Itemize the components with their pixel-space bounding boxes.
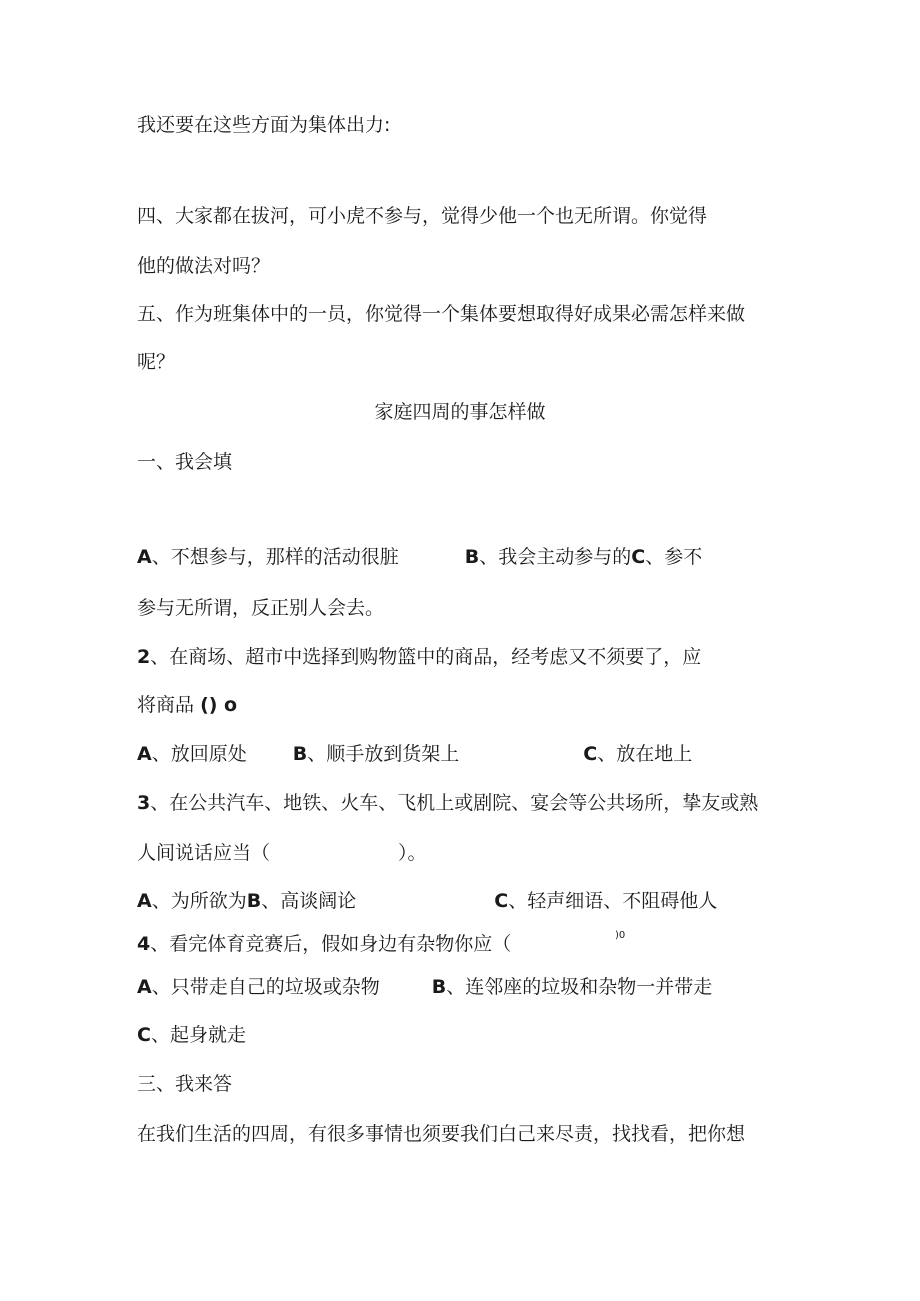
question-4-cont: 他的做法对吗？ — [137, 255, 271, 277]
question-text: ）。 — [398, 842, 427, 864]
q4-options — [137, 975, 712, 999]
question-3 — [137, 791, 758, 815]
option-letter: A — [137, 743, 152, 765]
option-text: 、起身就走 — [150, 1024, 246, 1046]
question-4-fill — [137, 932, 511, 956]
option-letter: B — [246, 890, 262, 912]
option-text: 、高谈阔论 — [261, 890, 357, 912]
q4-option-c — [137, 1023, 246, 1047]
question-text: 、在公共汽车、地铁、火车、飞机上或剧院、宴会等公共场所，挚友或熟 — [150, 792, 759, 814]
option-letter: B — [292, 743, 308, 765]
question-3-cont — [137, 841, 427, 865]
question-5: 五、作为班集体中的一员，你觉得一个集体要想取得好成果必需怎样来做 — [137, 303, 746, 325]
question-number: 4 — [137, 933, 151, 955]
question-text: 、在商场、超市中选择到购物篮中的商品，经考虑又不须要了，应 — [150, 646, 702, 668]
option-letter: B — [431, 976, 447, 998]
option-letter: C — [583, 743, 598, 765]
option-text: 、不想参与，那样的活动很脏 — [151, 546, 399, 568]
text-line: 在我们生活的四周，有很多事情也须要我们白己来尽责，找找看，把你想 — [137, 1123, 746, 1145]
option-letter: A — [137, 890, 152, 912]
option-letter: B — [464, 546, 480, 568]
option-text: 、放回原处 — [151, 743, 247, 765]
option-text: 、连邻座的垃圾和杂物一并带走 — [446, 976, 713, 998]
answer-blank: () o — [200, 694, 238, 716]
option-text: 、参不 — [645, 546, 703, 568]
option-text: 、只带走自己的垃圾或杂物 — [151, 976, 380, 998]
option-letter: C — [137, 1024, 151, 1046]
text-line: 我还要在这些方面为集体出力: — [137, 114, 391, 136]
section-title: 家庭四周的事怎样做 — [374, 401, 546, 423]
question-5-cont: 呢？ — [137, 351, 176, 373]
q3-options — [137, 889, 717, 913]
question-2 — [137, 645, 701, 669]
option-letter: A — [137, 976, 152, 998]
option-text: 、轻声细语、不阻碍他人 — [508, 890, 718, 912]
q2-options — [137, 742, 692, 766]
question-4: 四、大家都在拔河，可小虎不参与，觉得少他一个也无所谓。你觉得 — [137, 205, 708, 227]
stray-mark: )0 — [615, 930, 626, 941]
option-letter: C — [494, 890, 509, 912]
question-number: 3 — [137, 792, 151, 814]
option-text: 、为所欲为 — [151, 890, 247, 912]
question-2-cont — [137, 693, 237, 717]
option-letter: C — [631, 546, 646, 568]
section-heading-fill: 一、我会填 — [137, 451, 233, 473]
q1-options-cont: 参与无所谓，反正别人会去。 — [137, 597, 385, 619]
option-text: 、放在地上 — [597, 743, 693, 765]
question-text: 人间说话应当（ — [137, 842, 271, 864]
question-text: 、看完体育竞赛后，假如身边有杂物你应（ — [150, 933, 512, 955]
question-number: 2 — [137, 646, 151, 668]
q1-options — [137, 545, 702, 569]
option-letter: A — [137, 546, 152, 568]
option-text: 、我会主动参与的 — [479, 546, 632, 568]
section-heading-answer: 三、我来答 — [137, 1073, 233, 1095]
question-text: 将商品 — [137, 694, 195, 716]
option-text: 、顺手放到货架上 — [307, 743, 460, 765]
